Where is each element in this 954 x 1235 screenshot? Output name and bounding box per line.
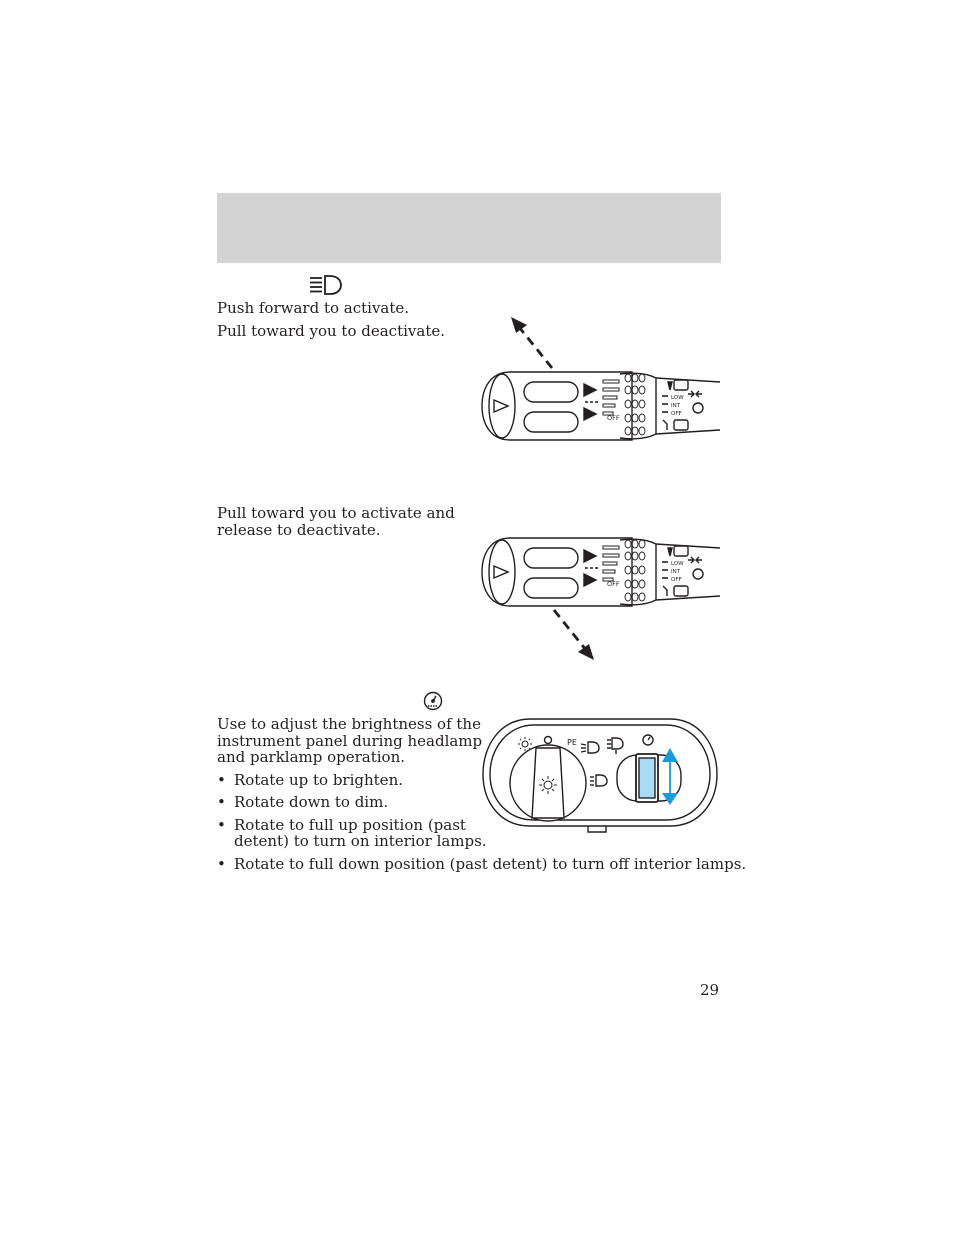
pull-toward-arrow-icon <box>548 606 600 664</box>
high-beam-deactivate-text: Pull toward you to deactivate. <box>217 322 445 340</box>
panel-dimmer-intro-line-1: Use to adjust the brightness of the <box>217 715 481 733</box>
list-item: • Rotate up to brighten. <box>217 771 403 789</box>
stalk-off-label: OFF <box>607 580 620 588</box>
panel-dimmer-icon <box>422 690 444 712</box>
multifunction-stalk-illustration-1 <box>480 368 724 444</box>
high-beam-icon <box>308 274 344 296</box>
stalk-int-label: INT <box>671 403 681 409</box>
stalk-off2-label: OFF <box>671 577 682 583</box>
list-item: • Rotate down to dim. <box>217 793 389 811</box>
push-forward-arrow-icon <box>505 313 560 373</box>
flash-to-pass-text-line-1: Pull toward you to activate and <box>217 504 455 522</box>
high-beam-activate-text: Push forward to activate. <box>217 299 410 317</box>
panel-dimmer-intro-line-2: instrument panel during headlamp <box>217 732 483 750</box>
headlamp-pe-label: PE <box>567 738 577 747</box>
headlamp-switch-illustration <box>480 716 720 834</box>
stalk-off2-label: OFF <box>671 411 682 417</box>
stalk-int-label: INT <box>671 569 681 575</box>
stalk-off-label: OFF <box>607 414 620 422</box>
page-number: 29 <box>700 981 720 999</box>
panel-dimmer-intro-line-3: and parklamp operation. <box>217 748 406 766</box>
section-header-bar <box>217 193 721 263</box>
stalk-low-label: LOW <box>671 395 684 401</box>
flash-to-pass-text-line-2: release to deactivate. <box>217 521 381 539</box>
list-item: • Rotate to full down position (past detent) to turn off interior lamps. <box>217 855 747 873</box>
multifunction-stalk-illustration-2 <box>480 534 724 610</box>
stalk-low-label: LOW <box>671 561 684 567</box>
list-item: • Rotate to full up position (past detent) to turn on interior lamps. <box>217 816 487 850</box>
